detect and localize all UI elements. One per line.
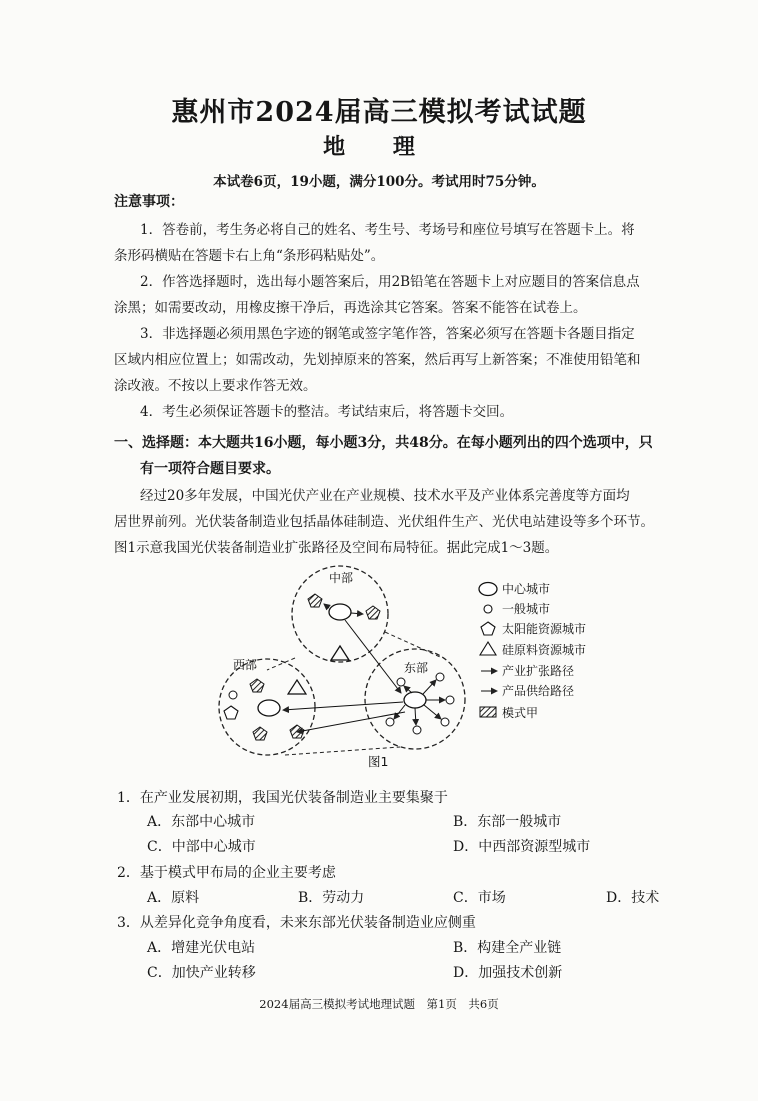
region-label-east: 东部 xyxy=(404,661,429,675)
notice-line: 区域内相应位置上；如需改动，先划掉原来的答案，然后再写上新答案；不准使用铅笔和 xyxy=(114,352,641,368)
legend-silicon-city-icon xyxy=(480,642,496,655)
passage-line: 经过20多年发展，中国光伏产业在产业规模、技术水平及产业体系完善度等方面均 xyxy=(140,488,630,504)
ordinary-city xyxy=(413,726,421,734)
ordinary-city xyxy=(436,673,444,681)
question-1-option-a[interactable]: A．东部中心城市 xyxy=(147,814,256,830)
question-2-option-a[interactable]: A．原料 xyxy=(147,890,200,906)
legend-expansion-path: 产业扩张路径 xyxy=(502,664,575,678)
question-1-option-b[interactable]: B．东部一般城市 xyxy=(453,814,562,830)
notice-heading: 注意事项： xyxy=(114,194,184,210)
question-3-option-c[interactable]: C．加快产业转移 xyxy=(147,965,256,981)
legend-pattern-a: 模式甲 xyxy=(502,706,539,720)
center-city-central xyxy=(329,604,351,620)
question-3-option-d[interactable]: D．加强技术创新 xyxy=(453,965,563,981)
silicon-resource-city xyxy=(288,680,306,694)
pattern-a-city xyxy=(308,594,322,607)
center-city-east xyxy=(404,692,426,708)
legend-solar-city: 太阳能资源城市 xyxy=(502,622,587,636)
ordinary-city xyxy=(397,678,405,686)
page-footer: 2024届高三模拟考试地理试题 第1页 共6页 xyxy=(259,997,499,1011)
section-heading-cont: 有一项符合题目要求。 xyxy=(140,461,280,477)
figure-1 xyxy=(205,562,625,772)
question-1-stem: 1．在产业发展初期，我国光伏装备制造业主要集聚于 xyxy=(117,790,448,806)
notice-line: 涂黑；如需要改动，用橡皮擦干净后，再选涂其它答案。答案不能答在试卷上。 xyxy=(114,300,587,316)
passage-line: 居世界前列。光伏装备制造业包括晶体硅制造、光伏组件生产、光伏电站建设等多个环节。 xyxy=(114,514,654,530)
notice-line: 1．答卷前，考生务必将自己的姓名、考生号、考场号和座位号填写在答题卡上。将 xyxy=(140,222,635,238)
section-heading: 一、选择题：本大题共16小题，每小题3分，共48分。在每小题列出的四个选项中，只 xyxy=(114,435,653,451)
question-3-option-b[interactable]: B．构建全产业链 xyxy=(453,940,562,956)
question-2-stem: 2．基于模式甲布局的企业主要考虑 xyxy=(117,865,336,881)
solar-resource-city xyxy=(224,706,238,719)
legend-ordinary-city: 一般城市 xyxy=(502,602,551,616)
question-1-option-d[interactable]: D．中西部资源型城市 xyxy=(453,839,591,855)
figure-caption: 图1 xyxy=(368,754,389,769)
notice-line: 4．考生必须保证答题卡的整洁。考试结束后，将答题卡交回。 xyxy=(140,404,514,420)
center-city-west xyxy=(258,700,280,716)
legend-supply-path: 产品供给路径 xyxy=(502,684,575,698)
question-3-stem: 3．从差异化竞争角度看，未来东部光伏装备制造业应侧重 xyxy=(117,915,476,931)
ordinary-city xyxy=(446,696,454,704)
passage-line: 图1示意我国光伏装备制造业扩张路径及空间布局特征。据此完成1～3题。 xyxy=(114,540,559,556)
subject-title: 地 理 xyxy=(323,134,435,160)
legend-silicon-city: 硅原料资源城市 xyxy=(502,643,587,657)
exam-info: 本试卷6页，19小题，满分100分。考试用时75分钟。 xyxy=(213,174,545,190)
question-3-option-a[interactable]: A．增建光伏电站 xyxy=(147,940,256,956)
notice-line: 2．作答选择题时，选出每小题答案后，用2B铅笔在答题卡上对应题目的答案信息点 xyxy=(140,274,640,290)
legend-pattern-a-icon xyxy=(480,707,496,717)
ordinary-city xyxy=(441,718,449,726)
ordinary-city xyxy=(229,691,237,699)
legend-center-city: 中心城市 xyxy=(502,582,551,596)
question-1-option-c[interactable]: C．中部中心城市 xyxy=(147,839,256,855)
pattern-a-city xyxy=(250,679,264,692)
legend-solar-city-icon xyxy=(481,622,495,635)
legend-ordinary-city-icon xyxy=(484,605,492,613)
ordinary-city xyxy=(386,718,394,726)
question-2-option-c[interactable]: C．市场 xyxy=(453,890,506,906)
region-label-central: 中部 xyxy=(329,571,354,585)
exam-title: 惠州市2024届高三模拟考试试题 xyxy=(171,97,587,128)
notice-line: 涂改液。不按以上要求作答无效。 xyxy=(114,378,317,394)
pattern-a-city xyxy=(366,606,380,619)
region-label-west: 西部 xyxy=(233,658,258,672)
question-2-option-b[interactable]: B．劳动力 xyxy=(298,890,365,906)
pattern-a-city xyxy=(253,727,267,740)
question-2-option-d[interactable]: D．技术 xyxy=(606,890,660,906)
notice-line: 3．非选择题必须用黑色字迹的钢笔或签字笔作答，答案必须写在答题卡各题目指定 xyxy=(140,326,635,342)
notice-line: 条形码横贴在答题卡右上角“条形码粘贴处”。 xyxy=(114,248,385,264)
legend-center-city-icon xyxy=(479,583,497,596)
silicon-resource-city xyxy=(331,646,349,660)
